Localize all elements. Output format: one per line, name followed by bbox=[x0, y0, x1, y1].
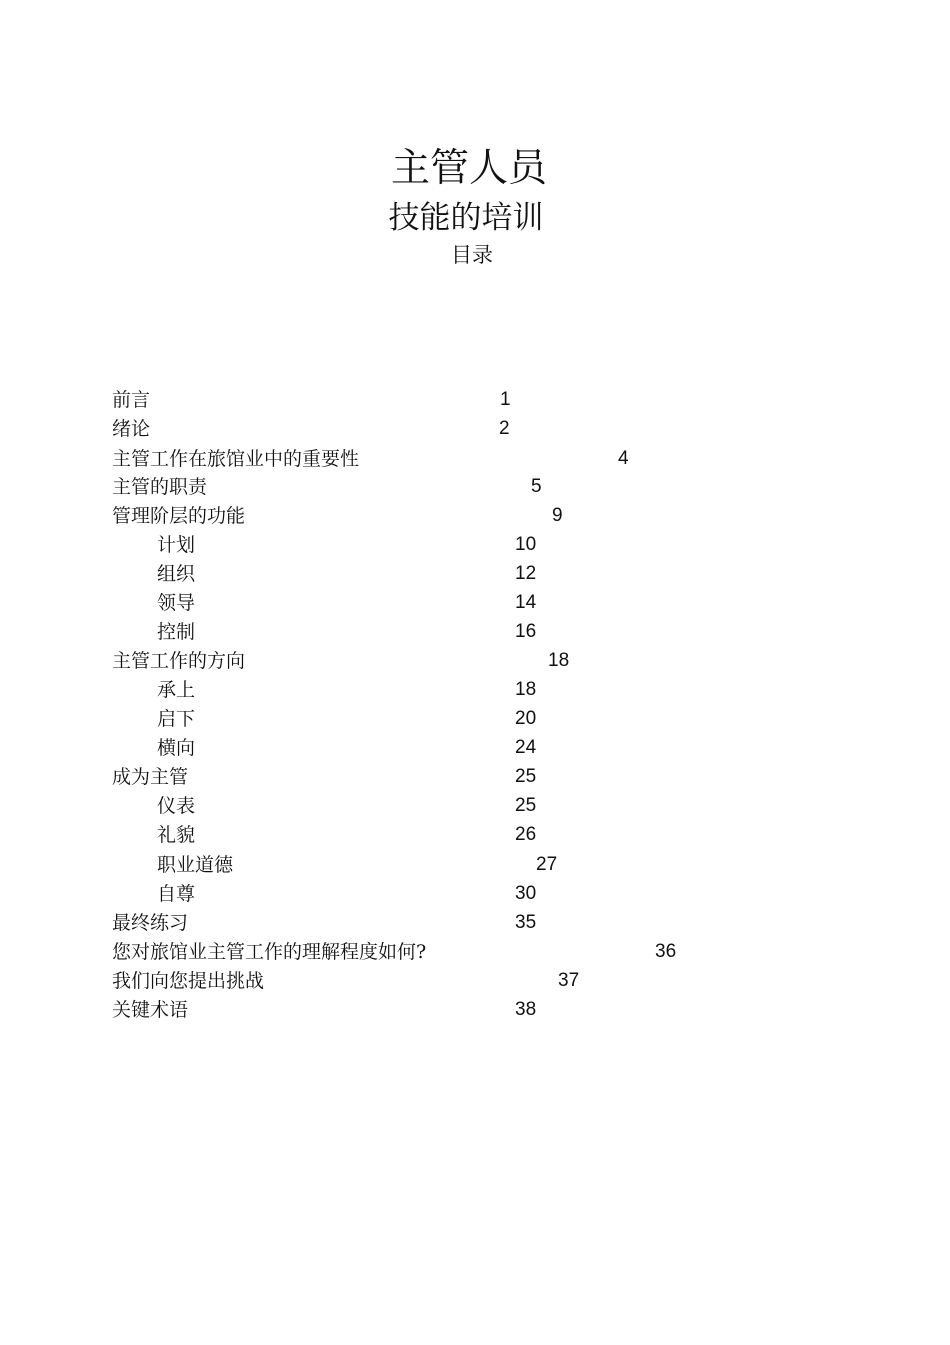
toc-entry bbox=[0, 387, 950, 413]
toc-entry bbox=[0, 503, 950, 529]
toc-entry bbox=[0, 474, 950, 500]
toc-entry bbox=[0, 735, 950, 761]
toc-entry-page: 36 bbox=[655, 941, 677, 962]
toc-entry bbox=[0, 881, 950, 907]
toc-entry-page: 12 bbox=[515, 563, 537, 584]
toc-entry-title: 组织 bbox=[157, 563, 196, 585]
toc-entry-page: 20 bbox=[515, 708, 537, 729]
document-subtitle: 技能的培训 bbox=[388, 200, 544, 236]
toc-entry bbox=[0, 910, 950, 936]
toc-entry-title: 主管的职责 bbox=[112, 476, 208, 498]
toc-entry-page: 27 bbox=[536, 854, 558, 875]
toc-entry-title: 前言 bbox=[112, 389, 151, 411]
toc-heading: 目录 bbox=[451, 243, 493, 267]
toc-entry bbox=[0, 619, 950, 645]
toc-entry bbox=[0, 706, 950, 732]
toc-entry-page: 37 bbox=[558, 970, 580, 991]
toc-entry bbox=[0, 997, 950, 1023]
toc-entry-page: 1 bbox=[500, 389, 511, 410]
toc-entry bbox=[0, 939, 950, 965]
toc-entry bbox=[0, 764, 950, 790]
toc-entry-page: 25 bbox=[515, 795, 537, 816]
toc-entry-page: 25 bbox=[515, 766, 537, 787]
toc-entry-page: 2 bbox=[499, 418, 510, 439]
toc-entry-title: 仪表 bbox=[157, 795, 196, 817]
toc-entry-title: 承上 bbox=[157, 679, 196, 701]
toc-entry-page: 38 bbox=[515, 999, 537, 1020]
toc-entry-title: 礼貌 bbox=[157, 824, 196, 846]
document-title: 主管人员 bbox=[390, 146, 547, 191]
toc-entry-page: 18 bbox=[548, 650, 570, 671]
toc-entry-title: 我们向您提出挑战 bbox=[112, 970, 265, 992]
toc-entry-title: 控制 bbox=[157, 621, 196, 643]
toc-entry-title: 职业道德 bbox=[157, 854, 234, 876]
toc-entry-title: 您对旅馆业主管工作的理解程度如何? bbox=[112, 941, 427, 963]
toc-entry-page: 4 bbox=[618, 448, 629, 469]
toc-entry bbox=[0, 416, 950, 442]
toc-entry-title: 管理阶层的功能 bbox=[112, 505, 246, 527]
toc-entry-title: 横向 bbox=[157, 737, 196, 759]
toc-entry-page: 30 bbox=[515, 883, 537, 904]
toc-entry-title: 启下 bbox=[157, 708, 196, 730]
toc-entry-page: 26 bbox=[515, 824, 537, 845]
toc-entry-page: 10 bbox=[515, 534, 537, 555]
toc-entry-title: 关键术语 bbox=[112, 999, 189, 1021]
toc-entry bbox=[0, 793, 950, 819]
toc-entry-page: 14 bbox=[515, 592, 537, 613]
toc-entry-page: 18 bbox=[515, 679, 537, 700]
toc-entry bbox=[0, 590, 950, 616]
toc-entry-title: 计划 bbox=[157, 534, 196, 556]
toc-entry-title: 最终练习 bbox=[112, 912, 189, 934]
toc-entry-page: 24 bbox=[515, 737, 537, 758]
toc-entry-page: 35 bbox=[515, 912, 537, 933]
toc-entry-page: 5 bbox=[531, 476, 542, 497]
toc-entry-title: 绪论 bbox=[112, 418, 151, 440]
toc-entry bbox=[0, 532, 950, 558]
toc-entry bbox=[0, 648, 950, 674]
toc-entry bbox=[0, 822, 950, 848]
toc-entry-page: 9 bbox=[552, 505, 563, 526]
toc-entry bbox=[0, 852, 950, 878]
toc-entry-title: 领导 bbox=[157, 592, 196, 614]
toc-entry bbox=[0, 677, 950, 703]
toc-entry bbox=[0, 446, 950, 472]
toc-entry-title: 成为主管 bbox=[112, 766, 189, 788]
toc-entry-page: 16 bbox=[515, 621, 537, 642]
toc-entry-title: 主管工作的方向 bbox=[112, 650, 246, 672]
toc-entry-title: 自尊 bbox=[157, 883, 196, 905]
toc-entry bbox=[0, 561, 950, 587]
toc-entry bbox=[0, 968, 950, 994]
toc-entry-title: 主管工作在旅馆业中的重要性 bbox=[112, 448, 360, 470]
